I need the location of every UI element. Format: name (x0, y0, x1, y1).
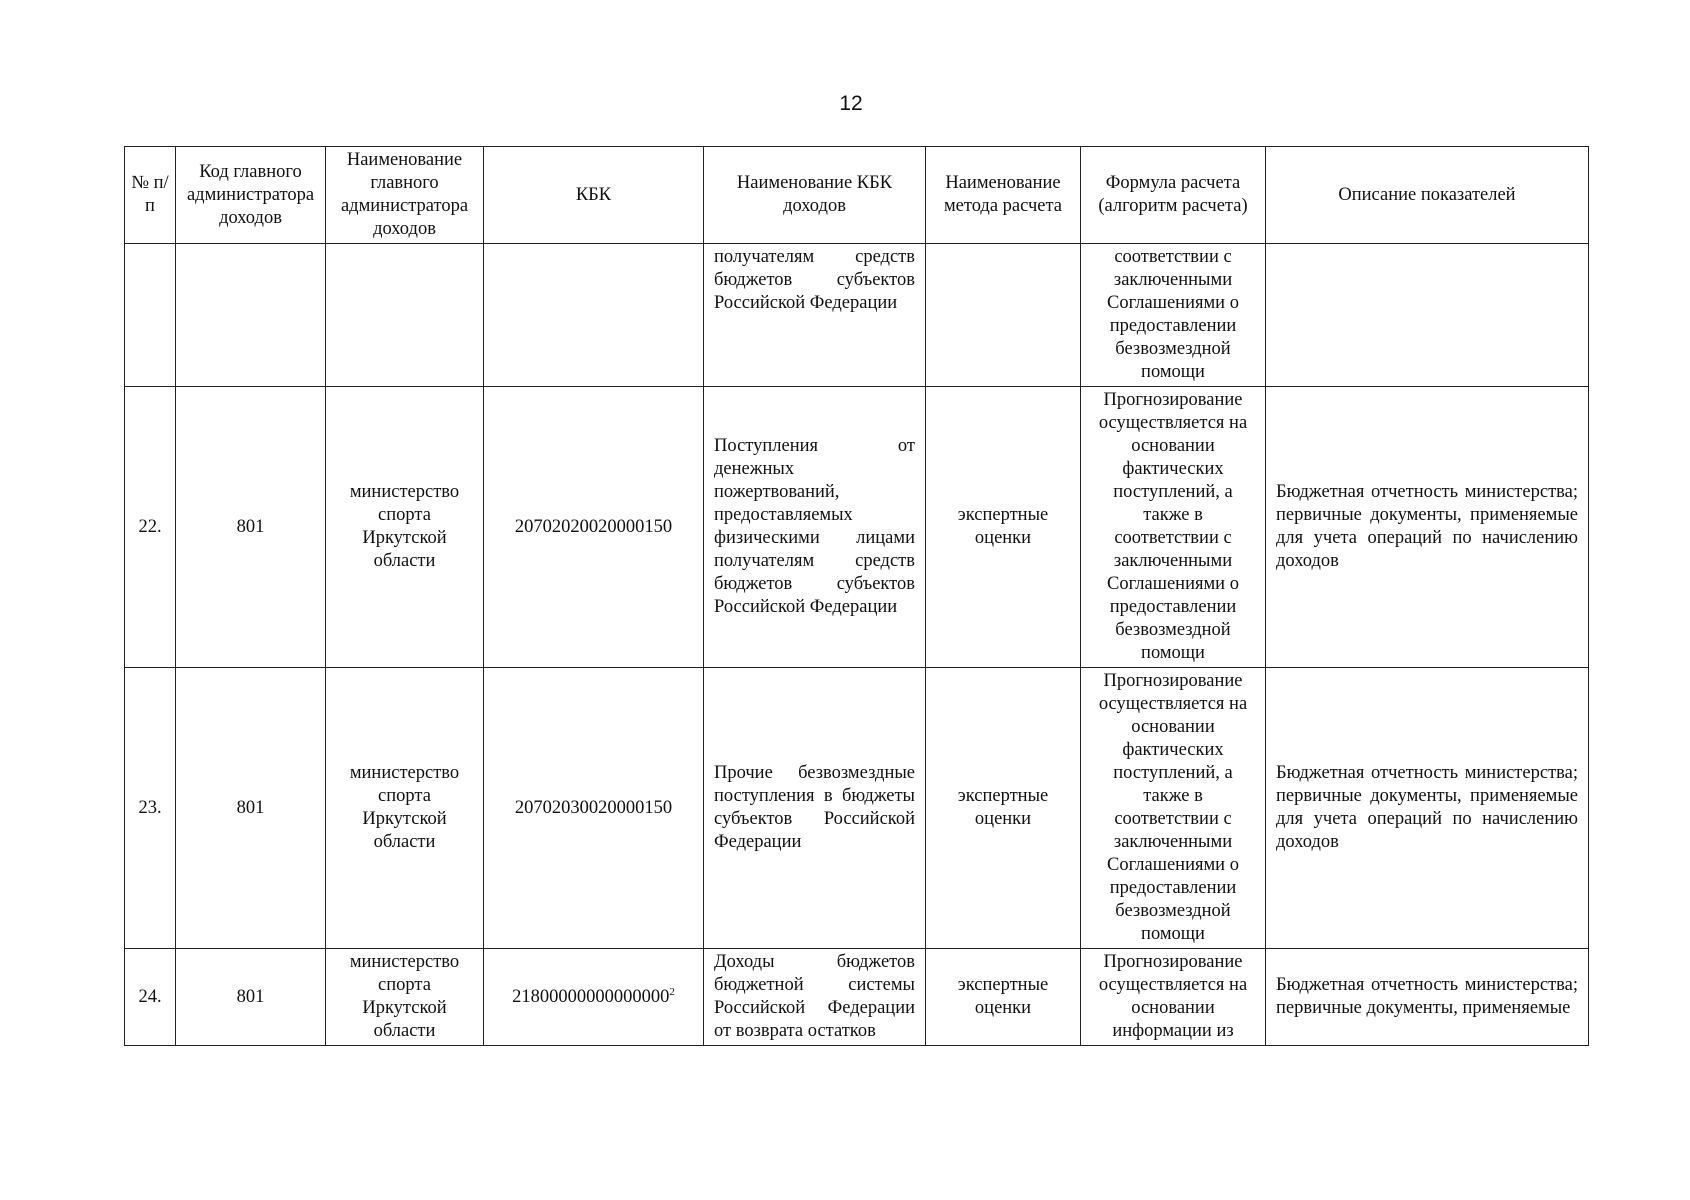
kbk-code: 20702030020000150 (514, 797, 673, 818)
header-number: № п/п (125, 147, 176, 244)
header-formula: Формула расчета (алгоритм расчета) (1081, 147, 1266, 244)
cell-number: 23. (125, 668, 176, 949)
table-header-row (125, 147, 1589, 244)
header-description: Описание показателей (1266, 147, 1589, 244)
cell-method: экспертные оценки (926, 949, 1081, 1046)
cell-formula: соответствии с заключенными Соглашениями о предоставлении безвозмездной помощи (1081, 244, 1266, 387)
kbk-code: 21800000000000000 (512, 986, 670, 1007)
cell-admin-code: 801 (176, 387, 326, 668)
cell-method: экспертные оценки (926, 387, 1081, 668)
cell-formula: Прогнозирование осуществляется на основании фактических поступлений, а также в соответствии с заключенными Соглашениями о предоставлении безвозмездной помощи (1081, 668, 1266, 949)
kbk-code: 20702020020000150 (514, 516, 673, 537)
cell-kbk (484, 668, 704, 949)
revenue-forecast-table (124, 146, 1589, 1046)
cell-admin-name: министерство спорта Иркутской области (326, 949, 484, 1046)
cell-kbk-name: Прочие безвозмездные поступления в бюджеты субъектов Российской Федерации (704, 668, 926, 949)
table-row (125, 387, 1589, 668)
cell-number (125, 244, 176, 387)
cell-kbk (484, 949, 704, 1046)
cell-formula: Прогнозирование осуществляется на основании фактических поступлений, а также в соответствии с заключенными Соглашениями о предоставлении безвозмездной помощи (1081, 387, 1266, 668)
cell-admin-code: 801 (176, 949, 326, 1046)
header-kbk-name: Наименование КБК доходов (704, 147, 926, 244)
header-admin-name: Наименование главного администратора доходов (326, 147, 484, 244)
cell-description: Бюджетная отчетность министерства; первичные документы, применяемые для учета операций по начислению доходов (1266, 387, 1589, 668)
cell-admin-code (176, 244, 326, 387)
page-number: 12 (839, 92, 863, 115)
table-row-continuation (125, 244, 1589, 387)
cell-method: экспертные оценки (926, 668, 1081, 949)
cell-kbk-name: Поступления от денежных пожертвований, предоставляемых физическими лицами получателям средств бюджетов субъектов Российской Федерации (704, 387, 926, 668)
cell-kbk-name: Доходы бюджетов бюджетной системы Российской Федерации от возврата остатков (704, 949, 926, 1046)
cell-admin-name (326, 244, 484, 387)
cell-admin-name: министерство спорта Иркутской области (326, 387, 484, 668)
cell-admin-name: министерство спорта Иркутской области (326, 668, 484, 949)
cell-admin-code: 801 (176, 668, 326, 949)
kbk-footnote: 2 (669, 985, 675, 998)
cell-number: 22. (125, 387, 176, 668)
cell-method (926, 244, 1081, 387)
cell-kbk (484, 244, 704, 387)
cell-description (1266, 244, 1589, 387)
table-row (125, 668, 1589, 949)
cell-description: Бюджетная отчетность министерства; первичные документы, применяемые для учета операций по начислению доходов (1266, 668, 1589, 949)
cell-description: Бюджетная отчетность министерства; первичные документы, применяемые (1266, 949, 1589, 1046)
header-method: Наименование метода расчета (926, 147, 1081, 244)
table-row (125, 949, 1589, 1046)
cell-formula: Прогнозирование осуществляется на основании информации из (1081, 949, 1266, 1046)
cell-kbk-name: получателям средств бюджетов субъектов Российской Федерации (704, 244, 926, 387)
header-admin-code: Код главного администратора доходов (176, 147, 326, 244)
cell-kbk (484, 387, 704, 668)
header-kbk: КБК (484, 147, 704, 244)
cell-number: 24. (125, 949, 176, 1046)
